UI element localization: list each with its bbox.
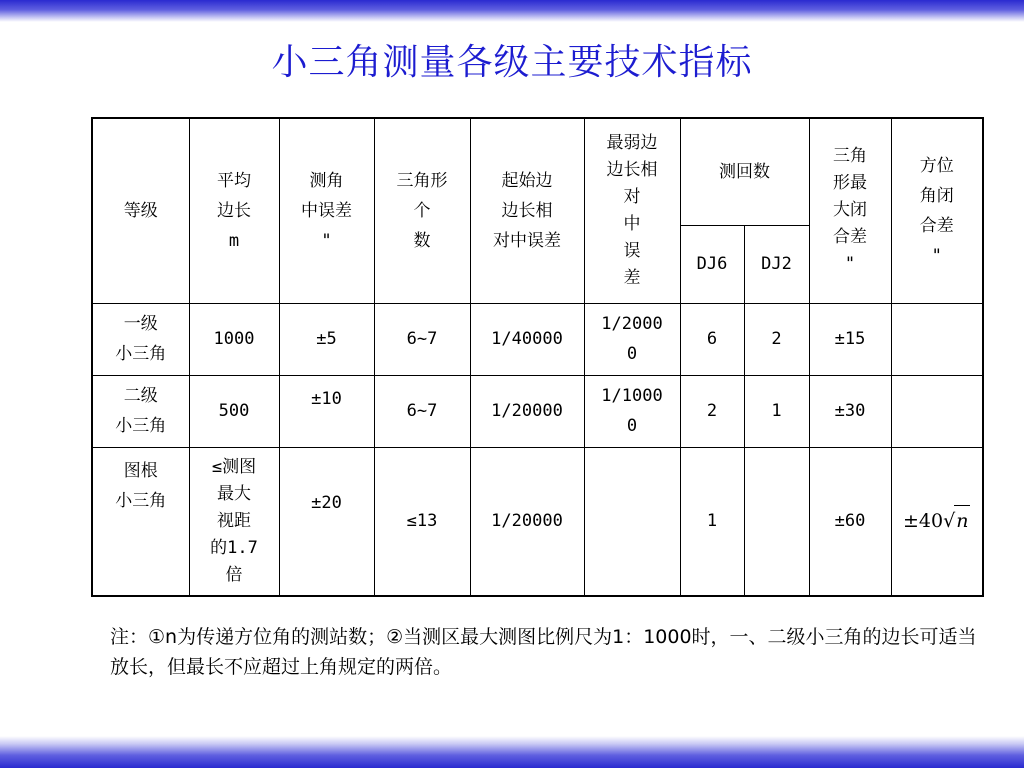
- header-rounds: 测回数: [680, 118, 809, 225]
- cell-dj6: 1: [680, 447, 744, 596]
- cell-angle-error: ±5: [279, 303, 374, 375]
- table-row: [92, 375, 983, 447]
- cell-grade: 图根 小三角: [92, 447, 189, 596]
- header-azimuth-closure: 方位 角闭 合差 ": [891, 118, 983, 303]
- cell-dj2: 1: [744, 375, 809, 447]
- header-avg-side: 平均 边长 m: [189, 118, 279, 303]
- header-start-side-error: 起始边 边长相 对中误差: [470, 118, 584, 303]
- cell-avg-side: 500: [189, 375, 279, 447]
- header-angle-error: 测角 中误差 ": [279, 118, 374, 303]
- cell-weakest-side-error: 1/2000 0: [584, 303, 680, 375]
- cell-closure: ±60: [809, 447, 891, 596]
- cell-azimuth-closure: [891, 375, 983, 447]
- cell-start-side-error: 1/20000: [470, 447, 584, 596]
- cell-grade: 一级 小三角: [92, 303, 189, 375]
- page-title: 小三角测量各级主要技术指标: [271, 42, 753, 83]
- cell-closure: ±30: [809, 375, 891, 447]
- cell-avg-side: 1000: [189, 303, 279, 375]
- cell-avg-side: ≤测图 最大 视距 的1.7 倍: [189, 447, 279, 596]
- header-closure: 三角 形最 大闭 合差 ": [809, 118, 891, 303]
- cell-azimuth-closure: [891, 447, 983, 596]
- cell-dj6: 6: [680, 303, 744, 375]
- header-dj2: DJ2: [744, 225, 809, 303]
- cell-weakest-side-error: [584, 447, 680, 596]
- cell-triangle-count: 6~7: [374, 375, 470, 447]
- header-weakest-side-error: 最弱边 边长相 对 中 误 差: [584, 118, 680, 303]
- cell-triangle-count: 6~7: [374, 303, 470, 375]
- table-row: [92, 447, 983, 596]
- cell-dj2: [744, 447, 809, 596]
- table-row: [92, 303, 983, 375]
- header-row: [92, 118, 983, 225]
- footnote: 注：①n为传递方位角的测站数；②当测区最大测图比例尺为1：1000时，一、二级小三角的边长可适当放长，但最长不应超过上角规定的两倍。: [110, 626, 977, 678]
- azimuth-closure-formula: ±40√n: [903, 510, 970, 532]
- cell-grade: 二级 小三角: [92, 375, 189, 447]
- cell-closure: ±15: [809, 303, 891, 375]
- header-dj6: DJ6: [680, 225, 744, 303]
- top-decorative-band: [0, 0, 1024, 22]
- cell-start-side-error: 1/40000: [470, 303, 584, 375]
- cell-azimuth-closure: [891, 303, 983, 375]
- cell-weakest-side-error: 1/1000 0: [584, 375, 680, 447]
- header-grade: 等级: [92, 118, 189, 303]
- bottom-decorative-band: [0, 736, 1024, 768]
- cell-angle-error: ±10: [279, 375, 374, 447]
- header-triangle-count: 三角形 个 数: [374, 118, 470, 303]
- cell-angle-error: ±20: [279, 447, 374, 596]
- technical-spec-table: [91, 117, 984, 597]
- cell-dj6: 2: [680, 375, 744, 447]
- cell-dj2: 2: [744, 303, 809, 375]
- cell-triangle-count: ≤13: [374, 447, 470, 596]
- cell-start-side-error: 1/20000: [470, 375, 584, 447]
